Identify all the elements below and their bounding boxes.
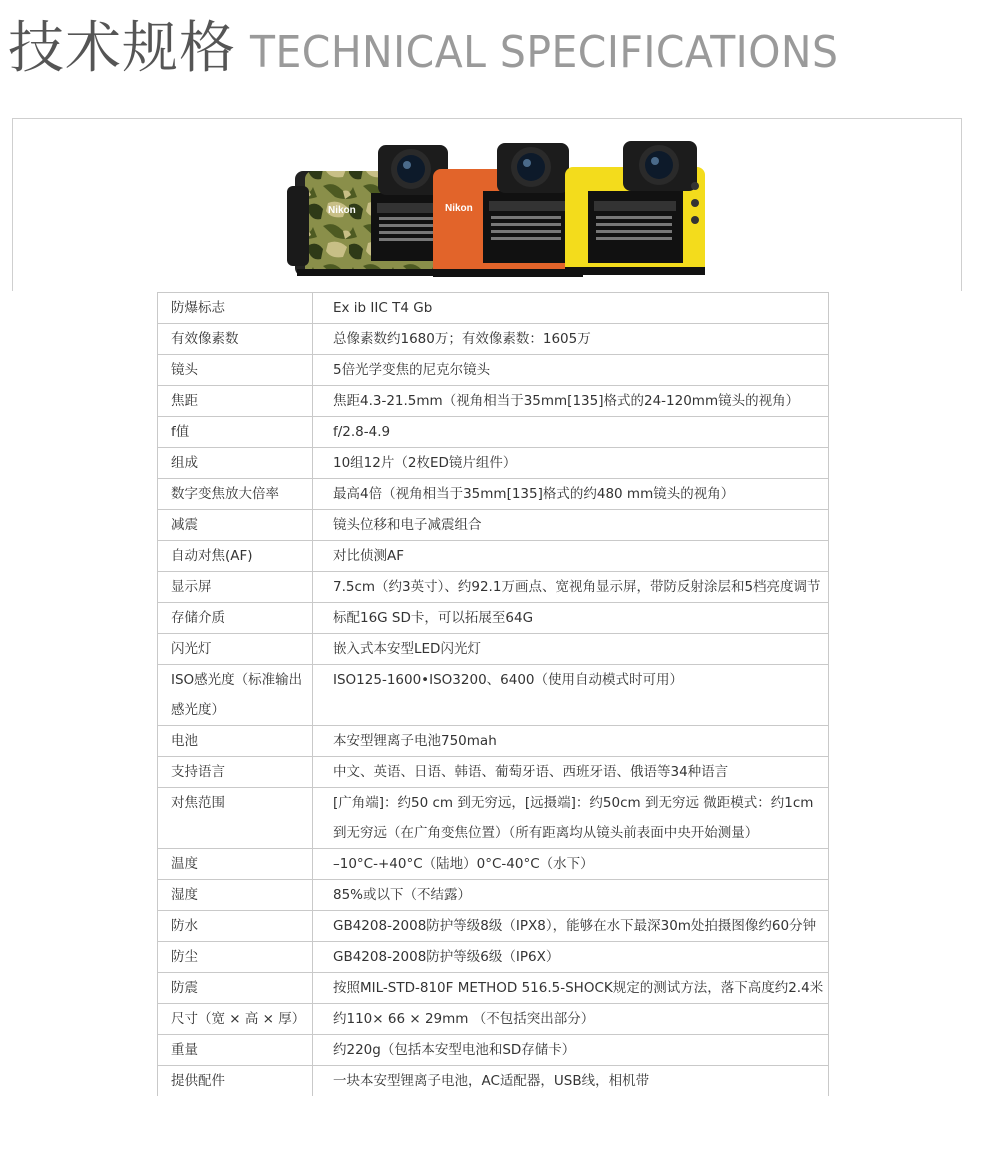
title-english: TECHNICAL SPECIFICATIONS [250, 27, 839, 78]
table-row [158, 448, 829, 479]
spec-value: [广角端]：约50 cm 到无穷远，[远摄端]：约50cm 到无穷远 微距模式：约1cm到无穷远（在广角变焦位置）（所有距离均从镜头前表面中央开始测量） [313, 788, 829, 849]
table-row [158, 1066, 829, 1097]
table-row [158, 880, 829, 911]
table-row [158, 942, 829, 973]
spec-label: 显示屏 [158, 572, 313, 603]
table-row [158, 386, 829, 417]
spec-label: 温度 [158, 849, 313, 880]
spec-label: 减震 [158, 510, 313, 541]
spec-table [157, 292, 829, 1096]
table-row [158, 603, 829, 634]
spec-value: 中文、英语、日语、韩语、葡萄牙语、西班牙语、俄语等34种语言 [313, 757, 829, 788]
spec-value: 7.5cm（约3英寸）、约92.1万画点、宽视角显示屏，带防反射涂层和5档亮度调节 [313, 572, 829, 603]
table-row [158, 726, 829, 757]
spec-label: 自动对焦(AF) [158, 541, 313, 572]
svg-text:Nikon: Nikon [445, 203, 473, 214]
spec-label: 湿度 [158, 880, 313, 911]
table-row [158, 665, 829, 726]
table-row [158, 1004, 829, 1035]
spec-label: 重量 [158, 1035, 313, 1066]
spec-label: 防水 [158, 911, 313, 942]
spec-value: 约220g（包括本安型电池和SD存储卡） [313, 1035, 829, 1066]
table-row [158, 293, 829, 324]
spec-value: 标配16G SD卡，可以拓展至64G [313, 603, 829, 634]
spec-label: 支持语言 [158, 757, 313, 788]
spec-label: 有效像素数 [158, 324, 313, 355]
spec-value: GB4208-2008防护等级8级（IPX8），能够在水下最深30m处拍摄图像约60分钟 [313, 911, 829, 942]
spec-value: 焦距4.3-21.5mm（视角相当于35mm[135]格式的24-120mm镜头的视角） [313, 386, 829, 417]
table-row [158, 510, 829, 541]
spec-value: 嵌入式本安型LED闪光灯 [313, 634, 829, 665]
spec-value: 约110× 66 × 29mm （不包括突出部分） [313, 1004, 829, 1035]
spec-label: 闪光灯 [158, 634, 313, 665]
spec-value: 85%或以下（不结露） [313, 880, 829, 911]
svg-text:Nikon: Nikon [328, 205, 356, 216]
spec-value: ISO125-1600•ISO3200、6400（使用自动模式时可用） [313, 665, 829, 726]
spec-label: 组成 [158, 448, 313, 479]
spec-label: 提供配件 [158, 1066, 313, 1097]
table-row [158, 417, 829, 448]
spec-label: 对焦范围 [158, 788, 313, 849]
spec-value: f/2.8-4.9 [313, 417, 829, 448]
spec-label: 防震 [158, 973, 313, 1004]
table-row [158, 757, 829, 788]
table-row [158, 479, 829, 510]
spec-label: 防爆标志 [158, 293, 313, 324]
table-row [158, 324, 829, 355]
spec-label: 防尘 [158, 942, 313, 973]
title-chinese: 技术规格 [8, 16, 236, 81]
spec-label: 焦距 [158, 386, 313, 417]
spec-label: 存储介质 [158, 603, 313, 634]
spec-value: Ex ib IIC T4 Gb [313, 293, 829, 324]
spec-value: 5倍光学变焦的尼克尔镜头 [313, 355, 829, 386]
spec-value: 最高4倍（视角相当于35mm[135]格式的约480 mm镜头的视角） [313, 479, 829, 510]
table-row [158, 973, 829, 1004]
table-row [158, 541, 829, 572]
spec-value: 总像素数约1680万；有效像素数：1605万 [313, 324, 829, 355]
spec-value: GB4208-2008防护等级6级（IP6X） [313, 942, 829, 973]
table-row [158, 788, 829, 849]
table-row [158, 634, 829, 665]
spec-label: 数字变焦放大倍率 [158, 479, 313, 510]
spec-value: –10°C-+40°C（陆地）0°C-40°C（水下） [313, 849, 829, 880]
spec-value: 按照MIL-STD-810F METHOD 516.5-SHOCK规定的测试方法，落下高度约2.4米 [313, 973, 829, 1004]
spec-label: 尺寸（宽 × 高 × 厚） [158, 1004, 313, 1035]
spec-label: f值 [158, 417, 313, 448]
spec-label: ISO感光度（标准输出感光度） [158, 665, 313, 726]
spec-value: 10组12片（2枚ED镜片组件） [313, 448, 829, 479]
table-row [158, 1035, 829, 1066]
table-row [158, 572, 829, 603]
spec-value: 镜头位移和电子减震组合 [313, 510, 829, 541]
spec-label: 电池 [158, 726, 313, 757]
table-row [158, 849, 829, 880]
spec-value: 一块本安型锂离子电池，AC适配器，USB线，相机带 [313, 1066, 829, 1097]
table-row [158, 911, 829, 942]
spec-label: 镜头 [158, 355, 313, 386]
table-row [158, 355, 829, 386]
spec-value: 对比侦测AF [313, 541, 829, 572]
spec-value: 本安型锂离子电池750mah [313, 726, 829, 757]
